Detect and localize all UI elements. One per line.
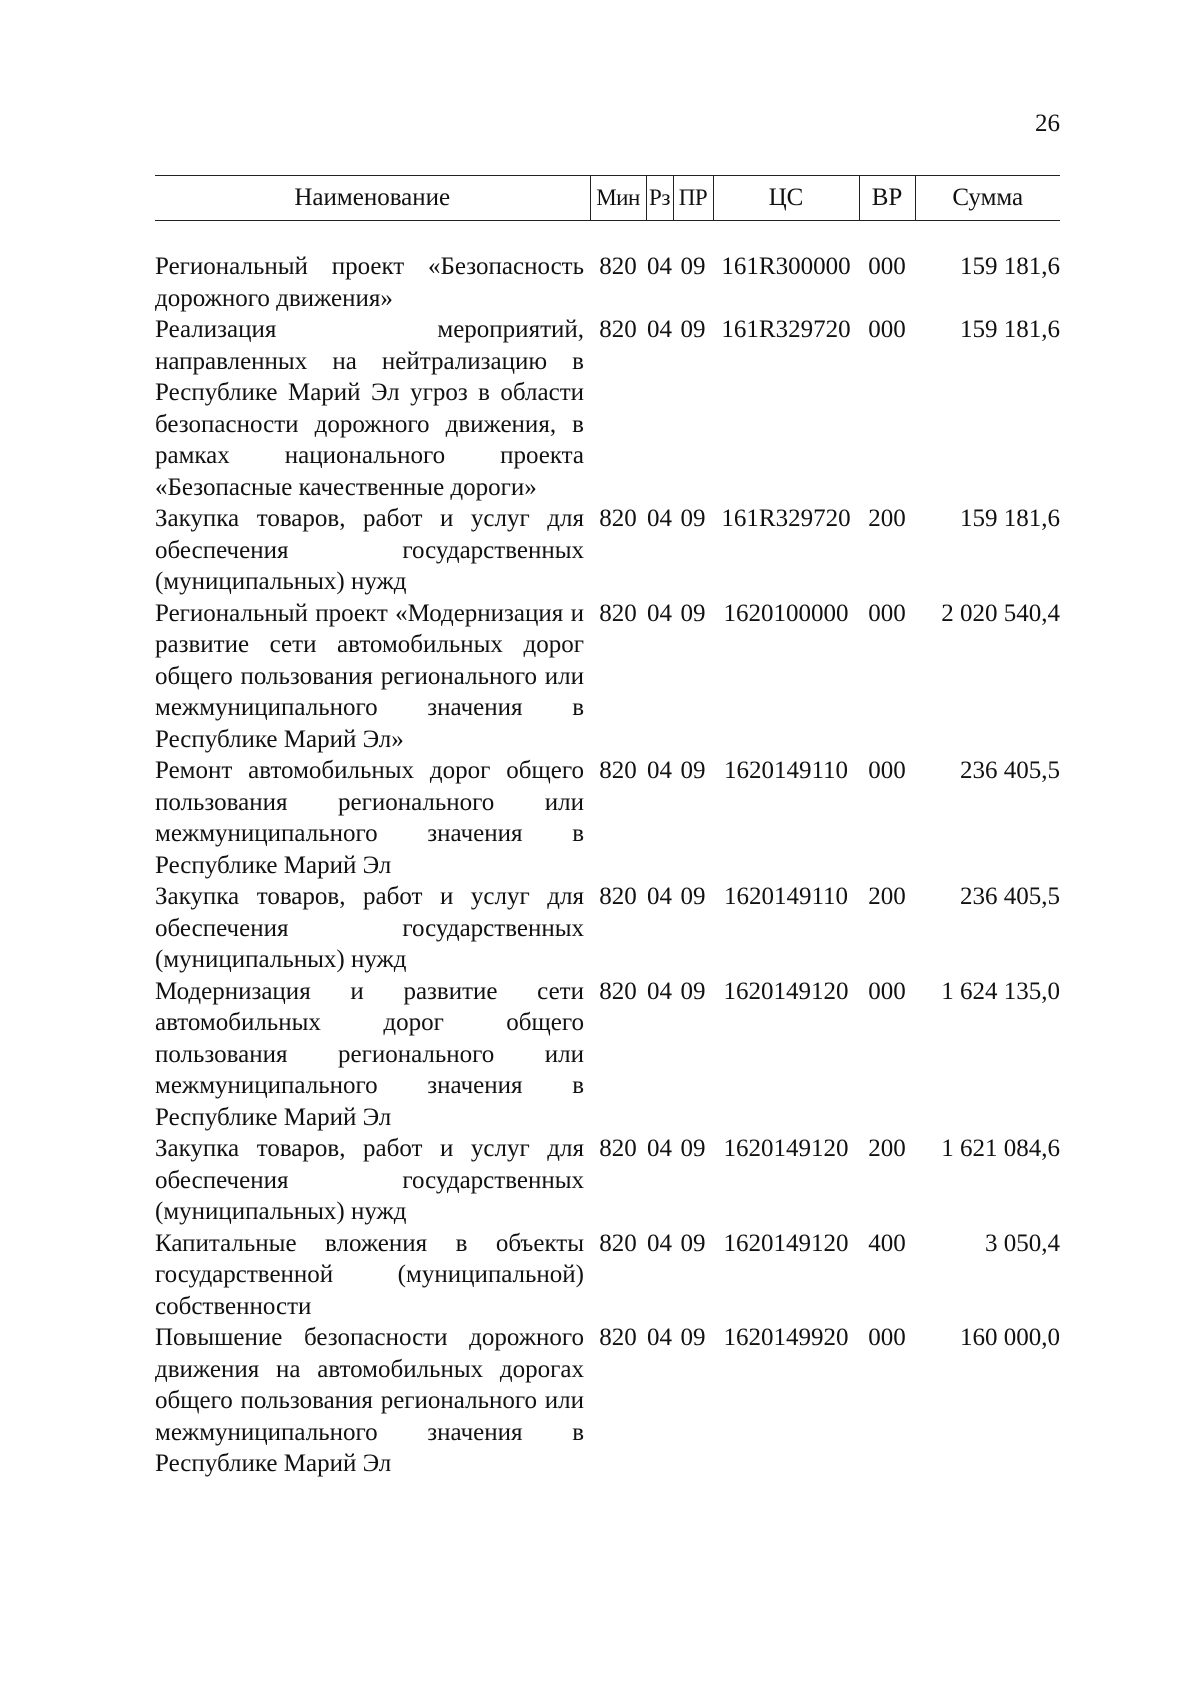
- row-pr: 09: [680, 253, 706, 280]
- table-row: [155, 1228, 1060, 1323]
- row-min: 820: [599, 757, 637, 784]
- row-sum: 159 181,6: [960, 505, 1060, 532]
- row-pr: 09: [680, 505, 706, 532]
- row-pr: 09: [680, 1324, 706, 1351]
- row-cs: 161R300000: [721, 253, 851, 280]
- header-min: Мин: [590, 176, 646, 221]
- row-sum: 236 405,5: [960, 883, 1060, 910]
- row-name: Закупка товаров, работ и услуг для обеспечения государственных (муниципальных) нужд: [155, 505, 584, 595]
- row-pr: 09: [680, 1135, 706, 1162]
- row-pr: 09: [680, 977, 706, 1005]
- row-rz: 04: [647, 757, 672, 784]
- row-sum: 1 621 084,6: [941, 1135, 1060, 1162]
- row-vr: 000: [868, 977, 906, 1005]
- row-cs: 161R329720: [721, 505, 851, 532]
- table-row: [155, 598, 1060, 756]
- row-min: 820: [599, 977, 637, 1005]
- row-min: 820: [599, 253, 637, 280]
- row-sum: 159 181,6: [960, 253, 1060, 280]
- row-rz: 04: [647, 1324, 672, 1351]
- row-cs: 161R329720: [721, 316, 851, 343]
- row-rz: 04: [647, 505, 672, 532]
- table-row: [155, 881, 1060, 976]
- row-cs: 1620149110: [723, 883, 849, 910]
- row-sum: 159 181,6: [960, 316, 1060, 343]
- row-pr: 09: [680, 757, 706, 784]
- table-row: [155, 314, 1060, 503]
- row-min: 820: [599, 505, 637, 532]
- row-min: 820: [599, 1324, 637, 1351]
- row-name: Повышение безопасности дорожного движения на автомобильных дорогах общего пользования регионального или межмуниципального значения в Республике Марий Эл: [155, 1324, 584, 1477]
- table-row: [155, 976, 1060, 1134]
- header-spacer: [155, 221, 1060, 252]
- row-rz: 04: [647, 883, 672, 910]
- row-rz: 04: [647, 316, 672, 343]
- row-min: 820: [599, 1135, 637, 1162]
- row-name: Реализация мероприятий, направленных на нейтрализацию в Республике Марий Эл угроз в области безопасности дорожного движения, в рамках национального проекта «Безопасные качественные дороги»: [155, 316, 584, 501]
- row-rz: 04: [647, 1229, 672, 1257]
- row-name: Модернизация и развитие сети автомобильных дорог общего пользования регионального или межмуниципального значения в Республике Марий Эл: [155, 977, 584, 1131]
- table-row: [155, 755, 1060, 881]
- row-pr: 09: [680, 599, 706, 627]
- row-name: Региональный проект «Безопасность дорожного движения»: [155, 253, 584, 312]
- row-rz: 04: [647, 599, 672, 627]
- row-sum: 1 624 135,0: [941, 977, 1060, 1005]
- header-vr: ВР: [859, 176, 915, 221]
- table-row: [155, 1133, 1060, 1228]
- row-vr: 400: [868, 1229, 906, 1257]
- row-min: 820: [599, 599, 637, 627]
- header-rz: Рз: [646, 176, 673, 221]
- row-vr: 200: [868, 883, 906, 910]
- row-name: Закупка товаров, работ и услуг для обеспечения государственных (муниципальных) нужд: [155, 883, 584, 973]
- row-cs: 1620149120: [723, 1135, 849, 1162]
- row-cs: 1620149920: [723, 1324, 849, 1351]
- row-rz: 04: [647, 1135, 672, 1162]
- row-sum: 2 020 540,4: [941, 599, 1060, 627]
- header-cs: ЦС: [713, 176, 859, 221]
- row-cs: 1620149120: [723, 1229, 849, 1257]
- row-vr: 200: [868, 1135, 906, 1162]
- row-cs: 1620149110: [723, 757, 849, 784]
- row-pr: 09: [680, 1229, 706, 1257]
- row-min: 820: [599, 883, 637, 910]
- table-header: [155, 176, 1060, 221]
- row-vr: 000: [868, 757, 906, 784]
- header-name: Наименование: [155, 176, 590, 221]
- page-number: 26: [1035, 110, 1060, 137]
- row-vr: 000: [868, 599, 906, 627]
- row-cs: 1620100000: [723, 599, 849, 627]
- row-vr: 000: [868, 253, 906, 280]
- row-sum: 236 405,5: [960, 757, 1060, 784]
- row-min: 820: [599, 1229, 637, 1257]
- table-body: [155, 221, 1060, 1480]
- row-name: Закупка товаров, работ и услуг для обеспечения государственных (муниципальных) нужд: [155, 1135, 584, 1225]
- row-name: Капитальные вложения в объекты государственной (муниципальной) собственности: [155, 1229, 584, 1320]
- row-min: 820: [599, 316, 637, 343]
- row-vr: 000: [868, 316, 906, 343]
- row-sum: 160 000,0: [960, 1324, 1060, 1351]
- spacer-cell: [155, 221, 1060, 252]
- row-rz: 04: [647, 253, 672, 280]
- table-row: [155, 503, 1060, 598]
- row-name: Региональный проект «Модернизация и развитие сети автомобильных дорог общего пользования регионального или межмуниципального значения в Республике Марий Эл»: [155, 599, 584, 753]
- row-vr: 000: [868, 1324, 906, 1351]
- row-vr: 200: [868, 505, 906, 532]
- row-pr: 09: [680, 883, 706, 910]
- table-row: [155, 1322, 1060, 1480]
- row-rz: 04: [647, 977, 672, 1005]
- row-pr: 09: [680, 316, 706, 343]
- row-cs: 1620149120: [723, 977, 849, 1005]
- row-name: Ремонт автомобильных дорог общего пользования регионального или межмуниципального значения в Республике Марий Эл: [155, 757, 584, 879]
- table-row: [155, 251, 1060, 314]
- header-sum: Сумма: [915, 176, 1060, 221]
- budget-table: [155, 175, 1060, 1480]
- header-pr: ПР: [673, 176, 713, 221]
- row-sum: 3 050,4: [985, 1229, 1060, 1257]
